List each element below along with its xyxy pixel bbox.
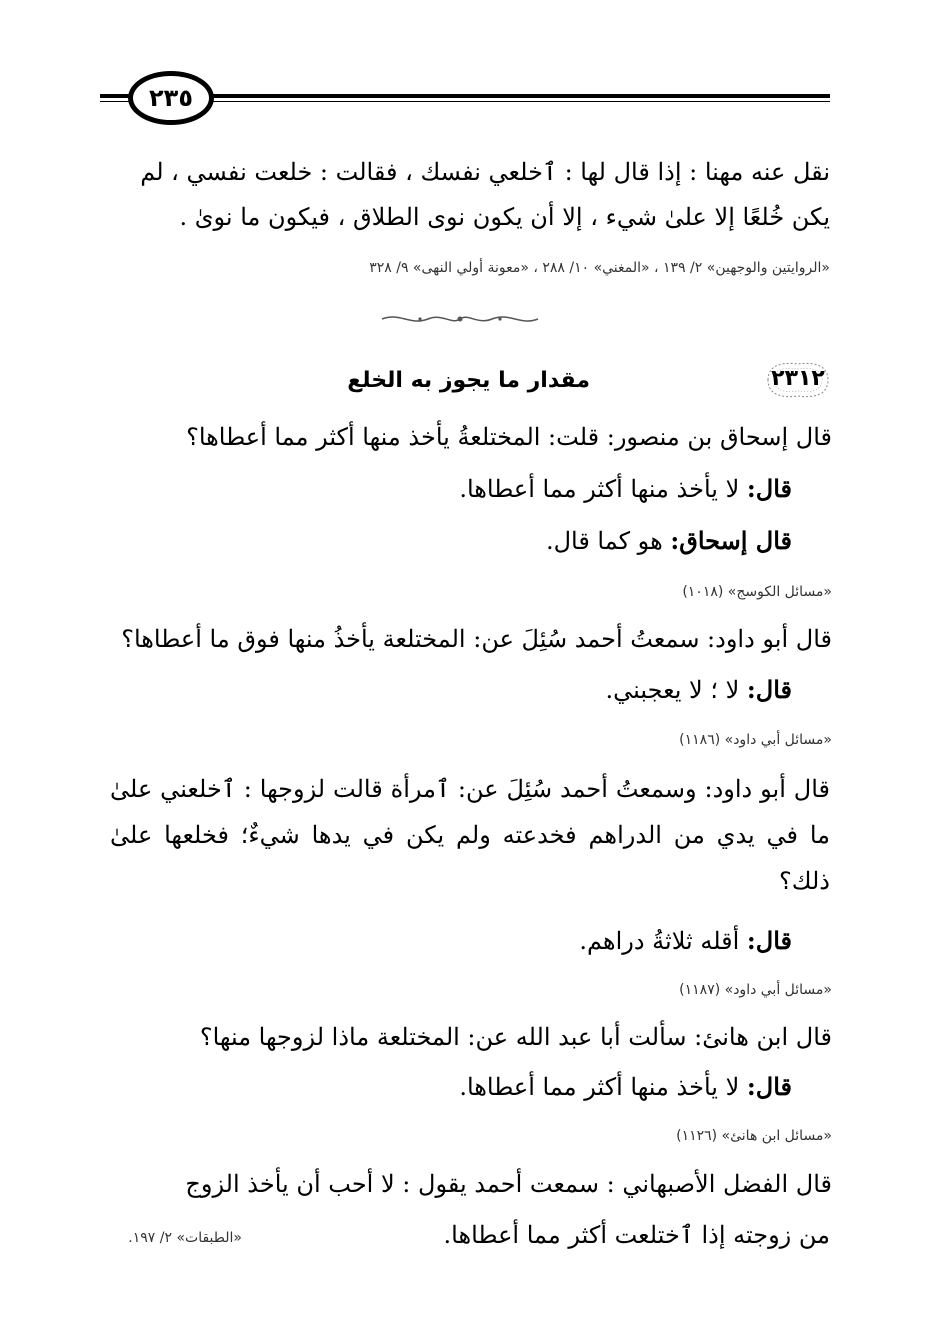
source-citation: «مسائل ابن هانئ» (١١٢٦) <box>676 1128 832 1144</box>
section-number-badge <box>760 358 836 402</box>
section-number: ٢٣١٢ <box>771 366 825 391</box>
speaker-label: قال: <box>746 1072 792 1101</box>
answer-line <box>546 524 792 558</box>
answer-text: لا ؛ لا يعجبني. <box>605 676 747 704</box>
answer-line <box>579 924 792 958</box>
top-line-2: يكن خُلعًا إلا علىٰ شيء ، إلا أن يكون نوى الطلاق ، فيكون ما نوىٰ . <box>179 203 830 231</box>
speaker-label: قال: <box>746 675 792 704</box>
answer-line <box>606 673 792 707</box>
page-number: ٢٣٥ <box>149 84 193 112</box>
paragraph: قال أبو داود: سمعتُ أحمد سُئِلَ عن: المختلعة يأخذُ منها فوق ما أعطاها؟ <box>121 625 832 653</box>
divider-ornament-icon <box>380 312 540 326</box>
speaker-label: قال: <box>746 474 792 503</box>
speaker-label: قال إسحاق: <box>670 526 792 555</box>
top-source: «الروايتين والوجهين» ٢/ ١٣٩ ، «المغني» ١٠/ ٢٨٨ ، «معونة أولي النهى» ٩/ ٣٢٨ <box>369 260 830 276</box>
paragraph: من زوجته إذا ٱختلعت أكثر مما أعطاها. <box>443 1221 830 1249</box>
paragraph: قال ابن هانئ: سألت أبا عبد الله عن: المختلعة ماذا لزوجها منها؟ <box>199 1023 832 1051</box>
paragraph: قال الفضل الأصبهاني : سمعت أحمد يقول : لا أحب أن يأخذ الزوج <box>185 1170 832 1198</box>
section-title: مقدار ما يجوز به الخلع <box>347 368 590 393</box>
page-number-circle <box>128 71 214 125</box>
source-citation: «مسائل أبي داود» (١١٨٦) <box>679 732 832 748</box>
paragraph: قال أبو داود: وسمعتُ أحمد سُئِلَ عن: ٱمرأة قالت لزوجها : ٱخلعني علىٰ ما في يدي من الدراهم فخدعته ولم يكن في يدها شيءٌ؛ فخلعها علىٰ ذلك؟ <box>110 775 830 895</box>
source-citation: «مسائل الكوسج» (١٠١٨) <box>682 584 832 600</box>
page-header <box>100 70 830 130</box>
answer-line <box>459 472 792 506</box>
answer-text: لا يأخذ منها أكثر مما أعطاها. <box>459 1073 747 1101</box>
source-citation: «مسائل أبي داود» (١١٨٧) <box>679 982 832 998</box>
top-line-1: نقل عنه مهنا : إذا قال لها : ٱخلعي نفسك ، فقالت : خلعت نفسي ، لم <box>140 158 830 186</box>
answer-text: لا يأخذ منها أكثر مما أعطاها. <box>459 475 747 503</box>
answer-line <box>459 1070 792 1104</box>
paragraph: قال إسحاق بن منصور: قلت: المختلعةُ يأخذ منها أكثر مما أعطاها؟ <box>186 423 832 451</box>
speaker-label: قال: <box>746 926 792 955</box>
source-citation: «الطبقات» ٢/ ١٩٧. <box>128 1230 242 1246</box>
answer-text: أقله ثلاثةُ دراهم. <box>579 927 747 955</box>
answer-text: هو كما قال. <box>545 527 671 555</box>
